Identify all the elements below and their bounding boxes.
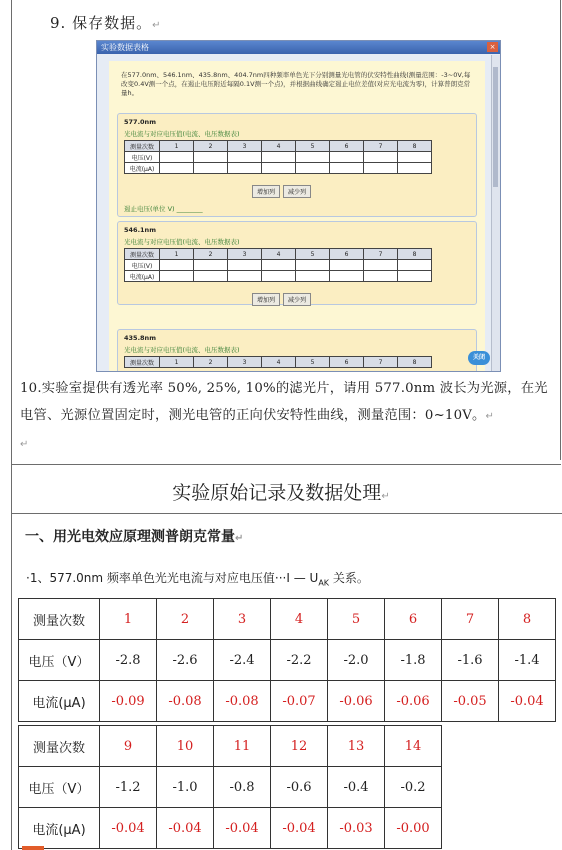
add-column-button: 增加列 — [252, 293, 280, 306]
table-cell: 3 — [214, 599, 271, 640]
table-cell: 8 — [499, 599, 556, 640]
part-1-heading: 一、用光电效应原理测普朗克常量↵ — [25, 529, 244, 545]
table-cell: -0.04 — [157, 808, 214, 849]
mini-cell: 5 — [296, 357, 330, 368]
mini-cell: 测量次数 — [125, 141, 160, 152]
mini-cell: 3 — [228, 249, 262, 260]
table-divider-top — [11, 464, 561, 465]
mini-cell: 电压(V) — [125, 260, 160, 271]
mini-cell: 2 — [194, 357, 228, 368]
table-cell: -2.0 — [328, 640, 385, 681]
table-row — [19, 599, 556, 640]
mini-cell: 电流(μA) — [125, 163, 160, 174]
table-cell: -0.06 — [385, 681, 442, 722]
mini-cell: 2 — [194, 249, 228, 260]
table-cell: -0.06 — [328, 681, 385, 722]
panel-435nm — [117, 329, 477, 372]
table-cell: -2.2 — [271, 640, 328, 681]
add-column-button: 增加列 — [252, 185, 280, 198]
table-cell: 7 — [442, 599, 499, 640]
table-cell: 6 — [385, 599, 442, 640]
mini-cell: 2 — [194, 141, 228, 152]
table-cell: -0.6 — [271, 767, 328, 808]
table-cell: -0.08 — [157, 681, 214, 722]
table-cell: 5 — [328, 599, 385, 640]
table-cell: -0.8 — [214, 767, 271, 808]
data-table-2 — [18, 725, 442, 849]
bottom-edge-marker — [22, 846, 44, 850]
table-cell: -2.4 — [214, 640, 271, 681]
table-cell: -0.09 — [100, 681, 157, 722]
embedded-scrollbar — [491, 55, 500, 371]
mini-cell: 4 — [262, 357, 296, 368]
mini-cell: 7 — [364, 357, 398, 368]
table-cell: -0.04 — [271, 808, 328, 849]
table-cell: 10 — [157, 726, 214, 767]
step-10-text: 10.实验室提供有透光率 50%, 25%, 10%的滤光片，请用 577.0nm 波长为光源，在光电管、光源位置固定时，测光电管的正向伏安特性曲线，测量范围：0~10V。↵ ↵ — [20, 381, 548, 450]
panel-subtitle: 光电流与对应电压值(电流、电压数据表) — [124, 130, 240, 138]
mini-cell: 测量次数 — [125, 357, 160, 368]
table-cell: -0.4 — [328, 767, 385, 808]
embedded-close-badge: 关闭 — [468, 351, 490, 365]
section-title: 实验原始记录及数据处理↵ — [172, 482, 390, 504]
panel-title: 546.1nm — [124, 226, 156, 234]
close-icon: × — [487, 42, 498, 52]
panel-subtitle: 光电流与对应电压值(电流、电压数据表) — [124, 238, 240, 246]
mini-cell: 电流(μA) — [125, 271, 160, 282]
panel-subtitle: 光电流与对应电压值(电流、电压数据表) — [124, 346, 240, 354]
page-left-border — [11, 0, 12, 850]
mini-cell: 6 — [330, 357, 364, 368]
table-row — [19, 681, 556, 722]
table-cell: 2 — [157, 599, 214, 640]
mini-cell: 6 — [330, 141, 364, 152]
mini-cell: 6 — [330, 249, 364, 260]
mini-cell: 4 — [262, 249, 296, 260]
table-cell: -0.00 — [385, 808, 442, 849]
table-header-cell: 电压（V） — [19, 640, 100, 681]
mini-cell: 测量次数 — [125, 249, 160, 260]
mini-table — [124, 248, 432, 282]
table-header-cell: 测量次数 — [19, 599, 100, 640]
mini-cell: 4 — [262, 141, 296, 152]
table-header-cell: 电压（V） — [19, 767, 100, 808]
mini-cell: 5 — [296, 141, 330, 152]
table-cell: -0.08 — [214, 681, 271, 722]
table-cell: -0.2 — [385, 767, 442, 808]
table-header-cell: 测量次数 — [19, 726, 100, 767]
mini-cell: 5 — [296, 249, 330, 260]
table-row — [19, 640, 556, 681]
table-cell: -0.04 — [499, 681, 556, 722]
table-cell: 4 — [271, 599, 328, 640]
mini-cell: 1 — [160, 249, 194, 260]
mini-cell: 7 — [364, 249, 398, 260]
table-header-cell: 电流(μA) — [19, 681, 100, 722]
embedded-intro-text: 在577.0nm、546.1nm、435.8nm、404.7nm四种频率单色光下分别测量光电管的伏安特性曲线(测量范围：-3~0V,每改变0.4V测一个点，在遏止电压附近每隔0.1V测一个点)，并根据曲线确定遏止电位差值(对应光电流为零)，计算普朗克常量h。 — [121, 71, 471, 97]
stop-voltage-label: 遏止电压(单位 V) ________ — [124, 205, 203, 213]
table-row — [19, 767, 442, 808]
table-divider-bottom — [11, 513, 562, 514]
mini-cell: 电压(V) — [125, 152, 160, 163]
remove-column-button: 减少列 — [283, 293, 311, 306]
table-cell: 9 — [100, 726, 157, 767]
table-cell: -2.8 — [100, 640, 157, 681]
panel-title: 435.8nm — [124, 334, 156, 342]
mini-cell: 8 — [398, 249, 432, 260]
table-header-cell: 电流(μA) — [19, 808, 100, 849]
panel-title: 577.0nm — [124, 118, 156, 126]
table-cell: -0.07 — [271, 681, 328, 722]
embedded-screenshot — [96, 40, 501, 372]
table-cell: -1.8 — [385, 640, 442, 681]
panel-577nm — [117, 113, 477, 217]
table-row — [19, 726, 442, 767]
mini-cell: 3 — [228, 357, 262, 368]
remove-column-button: 减少列 — [283, 185, 311, 198]
table-cell: 1 — [100, 599, 157, 640]
table-cell: -2.6 — [157, 640, 214, 681]
table-cell: -0.04 — [100, 808, 157, 849]
embedded-window-title: 实验数据表格 — [97, 41, 500, 54]
mini-table — [124, 140, 432, 174]
mini-cell: 3 — [228, 141, 262, 152]
table-cell: 12 — [271, 726, 328, 767]
mini-cell: 8 — [398, 141, 432, 152]
sub-1-caption: ·1、577.0nm 频率单色光光电流与对应电压值···I — $U_{AK}$ 关系。 — [26, 571, 369, 588]
mini-cell: 7 — [364, 141, 398, 152]
table-cell: -1.4 — [499, 640, 556, 681]
table-cell: -1.2 — [100, 767, 157, 808]
table-cell: -0.03 — [328, 808, 385, 849]
table-cell: -0.04 — [214, 808, 271, 849]
table-cell: -1.0 — [157, 767, 214, 808]
mini-cell: 1 — [160, 357, 194, 368]
table-cell: 13 — [328, 726, 385, 767]
page-right-border — [560, 0, 561, 460]
table-cell: 11 — [214, 726, 271, 767]
table-cell: -1.6 — [442, 640, 499, 681]
table-cell: -0.05 — [442, 681, 499, 722]
data-table-1 — [18, 598, 556, 722]
embedded-form — [109, 61, 485, 372]
mini-table — [124, 356, 432, 368]
mini-cell: 8 — [398, 357, 432, 368]
table-cell: 14 — [385, 726, 442, 767]
table-row — [19, 808, 442, 849]
mini-cell: 1 — [160, 141, 194, 152]
step-9-text: 9. 保存数据。↵ — [50, 14, 162, 32]
panel-546nm — [117, 221, 477, 305]
